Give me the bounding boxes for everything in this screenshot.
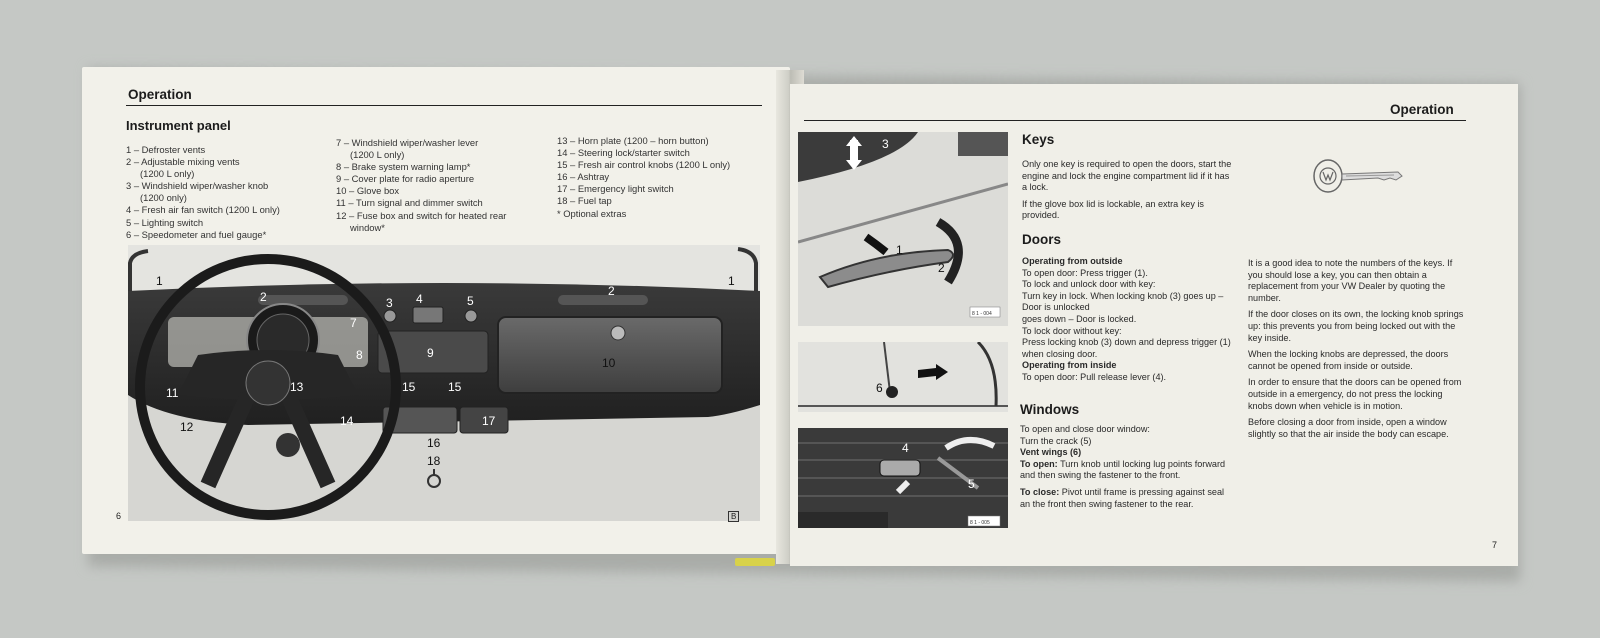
photo-callout-5: 5 (968, 477, 975, 491)
legend-item: 7 – Windshield wiper/washer lever (336, 137, 479, 148)
running-head-left: Operation (128, 87, 192, 102)
callout-2b: 2 (608, 284, 615, 298)
legend-item: 17 – Emergency light switch (557, 183, 674, 195)
callout-14: 14 (340, 414, 354, 428)
inside-line-1: To open door: Pull release lever (4). (1022, 371, 1167, 382)
vw-key-image (1310, 158, 1410, 198)
open-text: Turn knob until locking lug points forward and then swing the fastener to the front. (1020, 458, 1226, 481)
note-4: In order to ensure that the doors can be opened from outside in a emergency, do not press the locking knobs down when vehicle is in motion. (1248, 377, 1462, 411)
callout-3: 3 (386, 296, 393, 310)
callout-1b: 1 (728, 274, 735, 288)
callout-5: 5 (467, 294, 474, 308)
legend-item: (1200 L only) (140, 168, 195, 180)
keys-p2: If the glove box lid is lockable, an extra key is provided. (1022, 198, 1204, 221)
corner-mark: B (728, 511, 739, 522)
photo-callout-4: 4 (902, 441, 909, 455)
close-label: To close: (1020, 486, 1060, 497)
running-head-right: Operation (1390, 102, 1454, 117)
legend-item: * Optional extras (557, 207, 627, 219)
outside-line-6: Press locking knob (3) down and depress trigger (1) when closing door. (1022, 337, 1231, 359)
right-page (790, 84, 1518, 566)
legend-item: 11 – Turn signal and dimmer switch (336, 197, 483, 209)
callout-13: 13 (290, 380, 304, 394)
photo-callout-3: 3 (882, 137, 889, 151)
note-1: It is a good idea to note the numbers of the keys. If you should lose a key, you can then obtain a replacement from your VW Dealer by quoting the number. (1248, 258, 1453, 303)
outside-line-5: To lock door without key: (1022, 325, 1122, 336)
legend-item: 6 – Speedometer and fuel gauge* (126, 228, 267, 240)
callout-10: 10 (602, 356, 616, 370)
windows-body (1020, 424, 1232, 510)
callout-16: 16 (427, 436, 441, 450)
legend-item: 3 – Windshield wiper/washer knob (126, 180, 269, 192)
outside-line-2: To lock and unlock door with key: (1022, 279, 1156, 290)
windows-heading: Windows (1020, 402, 1080, 417)
legend-item: 15 – Fresh air control knobs (1200 L only) (557, 159, 731, 171)
header-rule-right (804, 120, 1466, 121)
note-5: Before closing a door from inside, open a window slightly so that the air inside the body can escape. (1248, 417, 1449, 439)
outside-line-1: To open door: Press trigger (1). (1022, 267, 1148, 278)
keys-body (1022, 159, 1234, 227)
close-text: Pivot until frame is pressing against seal an the front then swing fastener to the rear. (1020, 486, 1225, 509)
callout-8: 8 (356, 348, 363, 362)
legend-item: 1 – Defroster vents (126, 144, 206, 155)
callout-15b: 15 (448, 380, 462, 394)
callout-11: 11 (166, 386, 179, 400)
door-handle-photo (798, 132, 1008, 326)
legend-list-col3 (557, 135, 782, 220)
callout-15a: 15 (402, 380, 416, 394)
callout-2a: 2 (260, 290, 267, 304)
legend-item: window* (350, 221, 385, 233)
doors-heading: Doors (1022, 232, 1062, 247)
windows-line-1: To open and close door window: (1020, 424, 1150, 434)
legend-list-col1 (126, 144, 326, 241)
legend-item: 13 – Horn plate (1200 – horn button) (557, 135, 709, 146)
keys-heading: Keys (1022, 132, 1055, 147)
instrument-panel-photo (128, 245, 760, 521)
doors-body (1022, 256, 1234, 384)
open-label: To open: (1020, 458, 1058, 469)
callout-7: 7 (350, 316, 357, 330)
right-column-text (1248, 258, 1464, 445)
legend-list-col2 (336, 137, 546, 234)
outside-line-4: goes down – Door is locked. (1022, 313, 1137, 324)
vent-wing-photo (798, 342, 1008, 412)
left-page (82, 67, 790, 554)
vent-wings-subhead: Vent wings (6) (1020, 447, 1082, 458)
door-lever-photo (798, 428, 1008, 528)
windows-line-2: Turn the crack (5) (1020, 435, 1092, 446)
photo-callout-2: 2 (938, 261, 945, 275)
instrument-panel-heading: Instrument panel (126, 118, 231, 133)
legend-item: 2 – Adjustable mixing vents (126, 156, 240, 168)
page-number-left: 6 (116, 511, 122, 521)
photo-code-2: 8 1 - 005 (970, 520, 990, 526)
callout-9: 9 (427, 346, 434, 360)
note-3: When the locking knobs are depressed, the doors cannot be opened from inside or outside. (1248, 349, 1449, 371)
legend-item: 8 – Brake system warning lamp* (336, 161, 471, 173)
callout-12: 12 (180, 420, 194, 434)
legend-item: 16 – Ashtray (557, 171, 610, 183)
legend-item: 18 – Fuel tap (557, 195, 612, 207)
legend-item: 4 – Fresh air fan switch (1200 L only) (126, 204, 280, 216)
note-2: If the door closes on its own, the locking knob springs up: this prevents you from being locked out with the key inside. (1248, 309, 1464, 343)
legend-item: 10 – Glove box (336, 185, 400, 197)
legend-item: 5 – Lighting switch (126, 216, 204, 228)
page-number-right: 7 (1492, 540, 1498, 550)
callout-18: 18 (427, 454, 441, 468)
yellow-tab (735, 558, 775, 566)
outside-subhead: Operating from outside (1022, 256, 1123, 266)
callout-1a: 1 (156, 274, 163, 288)
callout-17: 17 (482, 414, 496, 428)
photo-callout-1: 1 (896, 243, 903, 257)
inside-subhead: Operating from inside (1022, 360, 1117, 371)
photo-callout-6: 6 (876, 381, 883, 395)
legend-item: 14 – Steering lock/starter switch (557, 147, 690, 159)
legend-item: 12 – Fuse box and switch for heated rear (336, 209, 507, 221)
legend-item: 9 – Cover plate for radio aperture (336, 173, 475, 185)
outside-line-3: Turn key in lock. When locking knob (3) goes up – Door is unlocked (1022, 290, 1224, 313)
legend-item: (1200 only) (140, 192, 187, 204)
callout-4: 4 (416, 292, 423, 306)
header-rule-left (126, 105, 762, 106)
photo-code-1: 8 1 - 004 (972, 311, 992, 317)
keys-p1: Only one key is required to open the doors, start the engine and lock the engine compartment lid if it has a lock. (1022, 159, 1232, 193)
legend-item: (1200 L only) (350, 149, 405, 161)
